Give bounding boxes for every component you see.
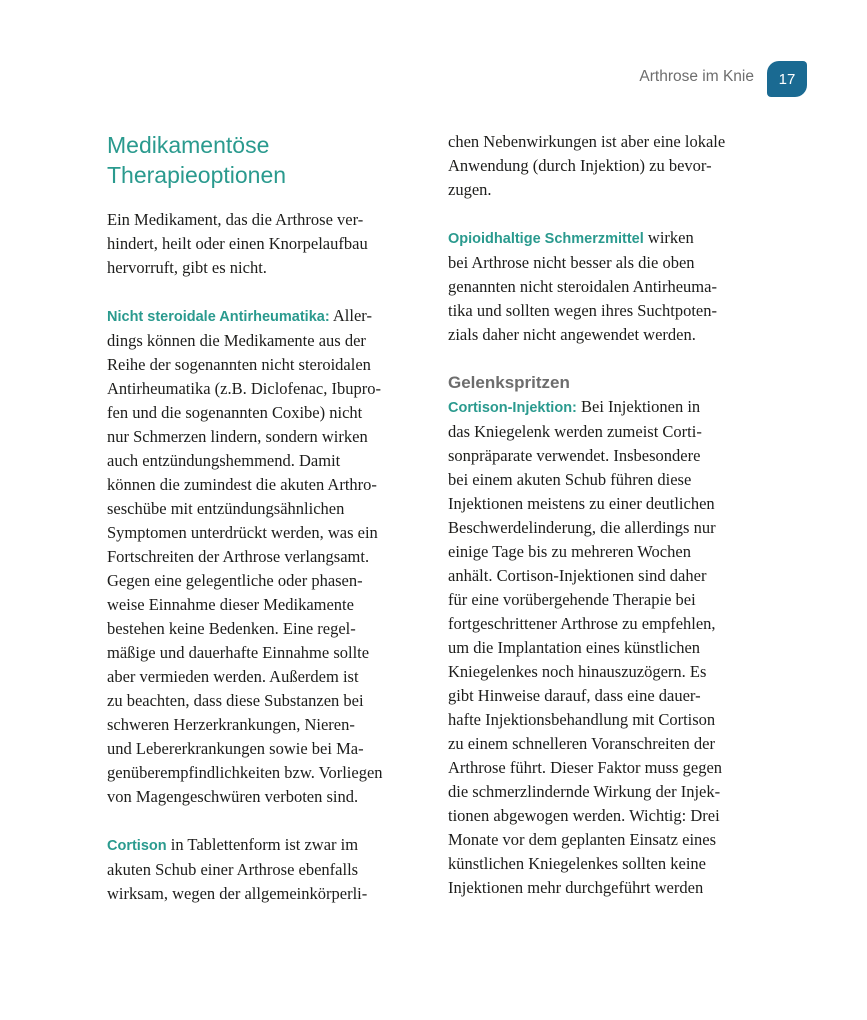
text-line: sonpräparate verwendet. Insbesondere bbox=[448, 446, 701, 465]
text-line: aber vermieden werden. Außerdem ist bbox=[107, 667, 359, 686]
text-line: bei Arthrose nicht besser als die oben bbox=[448, 253, 695, 272]
section-title bbox=[107, 130, 422, 190]
nsar-paragraph bbox=[107, 304, 422, 809]
text-line: Arthrose führt. Dieser Faktor muss gegen bbox=[448, 758, 723, 777]
text-line: mäßige und dauerhafte Einnahme sollte bbox=[107, 643, 370, 662]
text-line: Beschwerdelinderung, die allerdings nur bbox=[448, 518, 716, 537]
text-line: Antirheumatika (z.B. Diclofenac, Ibupro- bbox=[107, 379, 381, 398]
text-line: bei einem akuten Schub führen diese bbox=[448, 470, 692, 489]
page-number-badge: 17 bbox=[767, 61, 807, 97]
keyword-cortison: Cortison bbox=[107, 838, 167, 854]
text-line: hindert, heilt oder einen Knorpelaufbau bbox=[107, 234, 368, 253]
text-fragment: Aller- bbox=[329, 306, 372, 325]
text-line: Monate vor dem geplanten Einsatz eines bbox=[448, 830, 717, 849]
subheading-gelenkspritzen: Gelenkspritzen bbox=[448, 373, 570, 392]
text-line bbox=[448, 395, 763, 420]
text-line: weise Einnahme dieser Medikamente bbox=[107, 595, 354, 614]
text-fragment: in Tablettenform ist zwar im bbox=[166, 835, 359, 854]
text-line: für eine vorübergehende Therapie bei bbox=[448, 590, 696, 609]
text-line: anhält. Cortison-Injektionen sind daher bbox=[448, 566, 707, 585]
cortison-paragraph bbox=[107, 833, 422, 906]
text-line: akuten Schub einer Arthrose ebenfalls bbox=[107, 860, 359, 879]
text-line: künstlichen Kniegelenkes sollten keine bbox=[448, 854, 706, 873]
text-line: seschübe mit entzündungsähnlichen bbox=[107, 499, 345, 518]
text-line: dings können die Medikamente aus der bbox=[107, 331, 366, 350]
text-line: nur Schmerzen lindern, sondern wirken bbox=[107, 427, 368, 446]
text-line: einige Tage bis zu mehreren Wochen bbox=[448, 542, 691, 561]
continuation-paragraph bbox=[448, 130, 763, 202]
text-line: bestehen keine Bedenken. Eine regel- bbox=[107, 619, 356, 638]
left-column bbox=[107, 130, 422, 906]
text-line: tika und sollten wegen ihres Suchtpoten- bbox=[448, 301, 717, 320]
text-line: Ein Medikament, das die Arthrose ver- bbox=[107, 210, 364, 229]
text-line bbox=[107, 833, 422, 858]
text-line: zials daher nicht angewendet werden. bbox=[448, 325, 696, 344]
text-line: tionen abgewogen werden. Wichtig: Drei bbox=[448, 806, 720, 825]
text-line: chen Nebenwirkungen ist aber eine lokale bbox=[448, 132, 726, 151]
text-line: fortgeschrittener Arthrose zu empfehlen, bbox=[448, 614, 716, 633]
text-line: Anwendung (durch Injektion) zu bevor- bbox=[448, 156, 712, 175]
running-header-title: Arthrose im Knie bbox=[639, 68, 754, 85]
text-line: hafte Injektionsbehandlung mit Cortison bbox=[448, 710, 716, 729]
section-title-line: Medikamentöse bbox=[107, 132, 270, 158]
text-line: können die zumindest die akuten Arthro- bbox=[107, 475, 377, 494]
keyword-opioid: Opioidhaltige Schmerzmittel bbox=[448, 231, 644, 247]
text-line: das Kniegelenk werden zumeist Corti- bbox=[448, 422, 702, 441]
text-line: fen und die sogenannten Coxibe) nicht bbox=[107, 403, 363, 422]
text-line: Symptomen unterdrückt werden, was ein bbox=[107, 523, 378, 542]
text-line: von Magengeschwüren verboten sind. bbox=[107, 787, 359, 806]
text-line: gibt Hinweise darauf, dass eine dauer- bbox=[448, 686, 701, 705]
text-line: Kniegelenkes noch hinauszuzögern. Es bbox=[448, 662, 707, 681]
text-line: genannten nicht steroidalen Antirheuma- bbox=[448, 277, 717, 296]
text-line: genüberempfindlichkeiten bzw. Vorliegen bbox=[107, 763, 383, 782]
text-line: die schmerzlindernde Wirkung der Injek- bbox=[448, 782, 721, 801]
text-fragment: wirken bbox=[643, 228, 694, 247]
text-line: Reihe der sogenannten nicht steroidalen bbox=[107, 355, 371, 374]
text-line: und Lebererkrankungen sowie bei Ma- bbox=[107, 739, 364, 758]
keyword-nsar: Nicht steroidale Antirheumatika: bbox=[107, 309, 330, 325]
text-line: Fortschreiten der Arthrose verlangsamt. bbox=[107, 547, 370, 566]
text-line: Injektionen mehr durchgeführt werden bbox=[448, 878, 704, 897]
section-title-line: Therapieoptionen bbox=[107, 162, 287, 188]
text-line: um die Implantation eines künstlichen bbox=[448, 638, 701, 657]
right-column bbox=[448, 130, 763, 900]
text-line bbox=[448, 226, 763, 251]
text-line: zu beachten, dass diese Substanzen bei bbox=[107, 691, 364, 710]
text-line: zu einem schnelleren Voranschreiten der bbox=[448, 734, 715, 753]
text-line: hervorruft, gibt es nicht. bbox=[107, 258, 267, 277]
text-line: zugen. bbox=[448, 180, 492, 199]
intro-paragraph bbox=[107, 208, 422, 280]
keyword-cortison-injektion: Cortison-Injektion: bbox=[448, 400, 577, 416]
text-line: Gegen eine gelegentliche oder phasen- bbox=[107, 571, 363, 590]
text-line: wirksam, wegen der allgemeinkörperli- bbox=[107, 884, 368, 903]
injection-paragraph bbox=[448, 395, 763, 900]
text-line: Injektionen meistens zu einer deutlichen bbox=[448, 494, 715, 513]
text-line bbox=[107, 304, 422, 329]
text-fragment: Bei Injektionen in bbox=[576, 397, 701, 416]
opioid-paragraph bbox=[448, 226, 763, 347]
text-line: schweren Herzerkrankungen, Nieren- bbox=[107, 715, 355, 734]
text-line: auch entzündungshemmend. Damit bbox=[107, 451, 341, 470]
